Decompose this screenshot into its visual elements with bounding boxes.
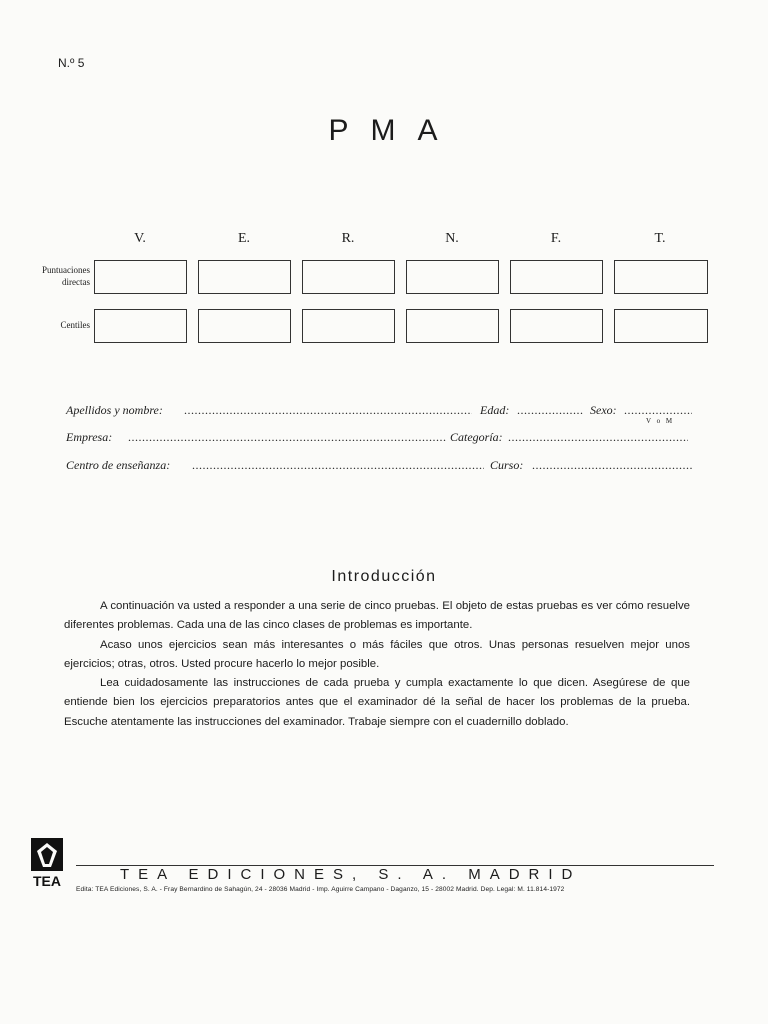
score-box-direct-r[interactable] [302, 260, 395, 294]
company-field[interactable] [128, 430, 446, 445]
category-label: Categoría: [450, 430, 503, 444]
sex-options-note: V o M [646, 417, 675, 425]
intro-heading: Introducción [331, 568, 437, 585]
column-label-v: V. [134, 231, 146, 246]
intro-paragraph: A continuación va usted a responder a una serie de cinco pruebas. El objeto de estas pruebas es ver cómo resuelve diferentes problemas. Cada una de las cinco clases de problemas es importante. [64, 600, 690, 632]
page-title: PMA [328, 114, 460, 147]
score-box-direct-f[interactable] [510, 260, 603, 294]
score-box-centile-r[interactable] [302, 309, 395, 343]
column-label-t: T. [654, 231, 666, 246]
course-label: Curso: [490, 458, 524, 472]
row-label-line: Puntuaciones [42, 265, 90, 275]
column-label-f: F. [550, 231, 562, 246]
sex-label: Sexo: [590, 403, 617, 417]
imprint-line: Edita: TEA Ediciones, S. A. - Fray Bernardino de Sahagún, 24 - 28036 Madrid - Imp. Aguirre Campano - Daganzo, 15 - 28002 Madrid. Dep. Legal: M. 11.814-1972 [76, 886, 565, 893]
publisher-name: TEA EDICIONES, S. A. MADRID [120, 866, 582, 883]
row-label-centiles: Centiles [60, 320, 90, 330]
intro-body [64, 597, 690, 732]
course-field[interactable] [532, 458, 692, 473]
sex-field[interactable] [624, 403, 692, 418]
category-field[interactable] [508, 430, 688, 445]
score-box-centile-t[interactable] [614, 309, 708, 343]
intro-paragraph: Acaso unos ejercicios sean más interesantes o más fáciles que otros. Unas personas resuelven mejor unos ejercicios; otras, otros. Usted procure hacerlo lo mejor posible. [64, 638, 690, 670]
school-label: Centro de enseñanza: [66, 458, 171, 472]
score-box-direct-v[interactable] [94, 260, 187, 294]
age-field[interactable] [517, 403, 583, 418]
score-box-centile-e[interactable] [198, 309, 291, 343]
tea-logo [30, 837, 64, 889]
company-label: Empresa: [66, 430, 113, 444]
age-label: Edad: [480, 403, 510, 417]
score-box-centile-n[interactable] [406, 309, 499, 343]
intro-paragraph: Lea cuidadosamente las instrucciones de cada prueba y cumpla exactamente lo que dicen. Asegúrese de que entiende bien los ejercicios preparatorios antes que el examinador dé la señal de hacer los problemas de la prueba. Escuche atentamente las instrucciones del examinador. Trabaje siempre con el cuadernillo doblado. [64, 677, 690, 728]
score-box-direct-n[interactable] [406, 260, 499, 294]
name-field[interactable] [184, 403, 472, 418]
score-box-direct-t[interactable] [614, 260, 708, 294]
score-box-centile-v[interactable] [94, 309, 187, 343]
name-label: Apellidos y nombre: [66, 403, 163, 417]
column-label-n: N. [445, 231, 459, 246]
svg-text:TEA: TEA [33, 873, 61, 889]
column-label-r: R. [341, 231, 355, 246]
score-box-centile-f[interactable] [510, 309, 603, 343]
row-label-direct-scores [20, 264, 90, 288]
column-label-e: E. [237, 231, 251, 246]
form-number: N.º 5 [58, 56, 85, 70]
score-box-direct-e[interactable] [198, 260, 291, 294]
school-field[interactable] [192, 458, 484, 473]
row-label-line: directas [62, 277, 90, 287]
